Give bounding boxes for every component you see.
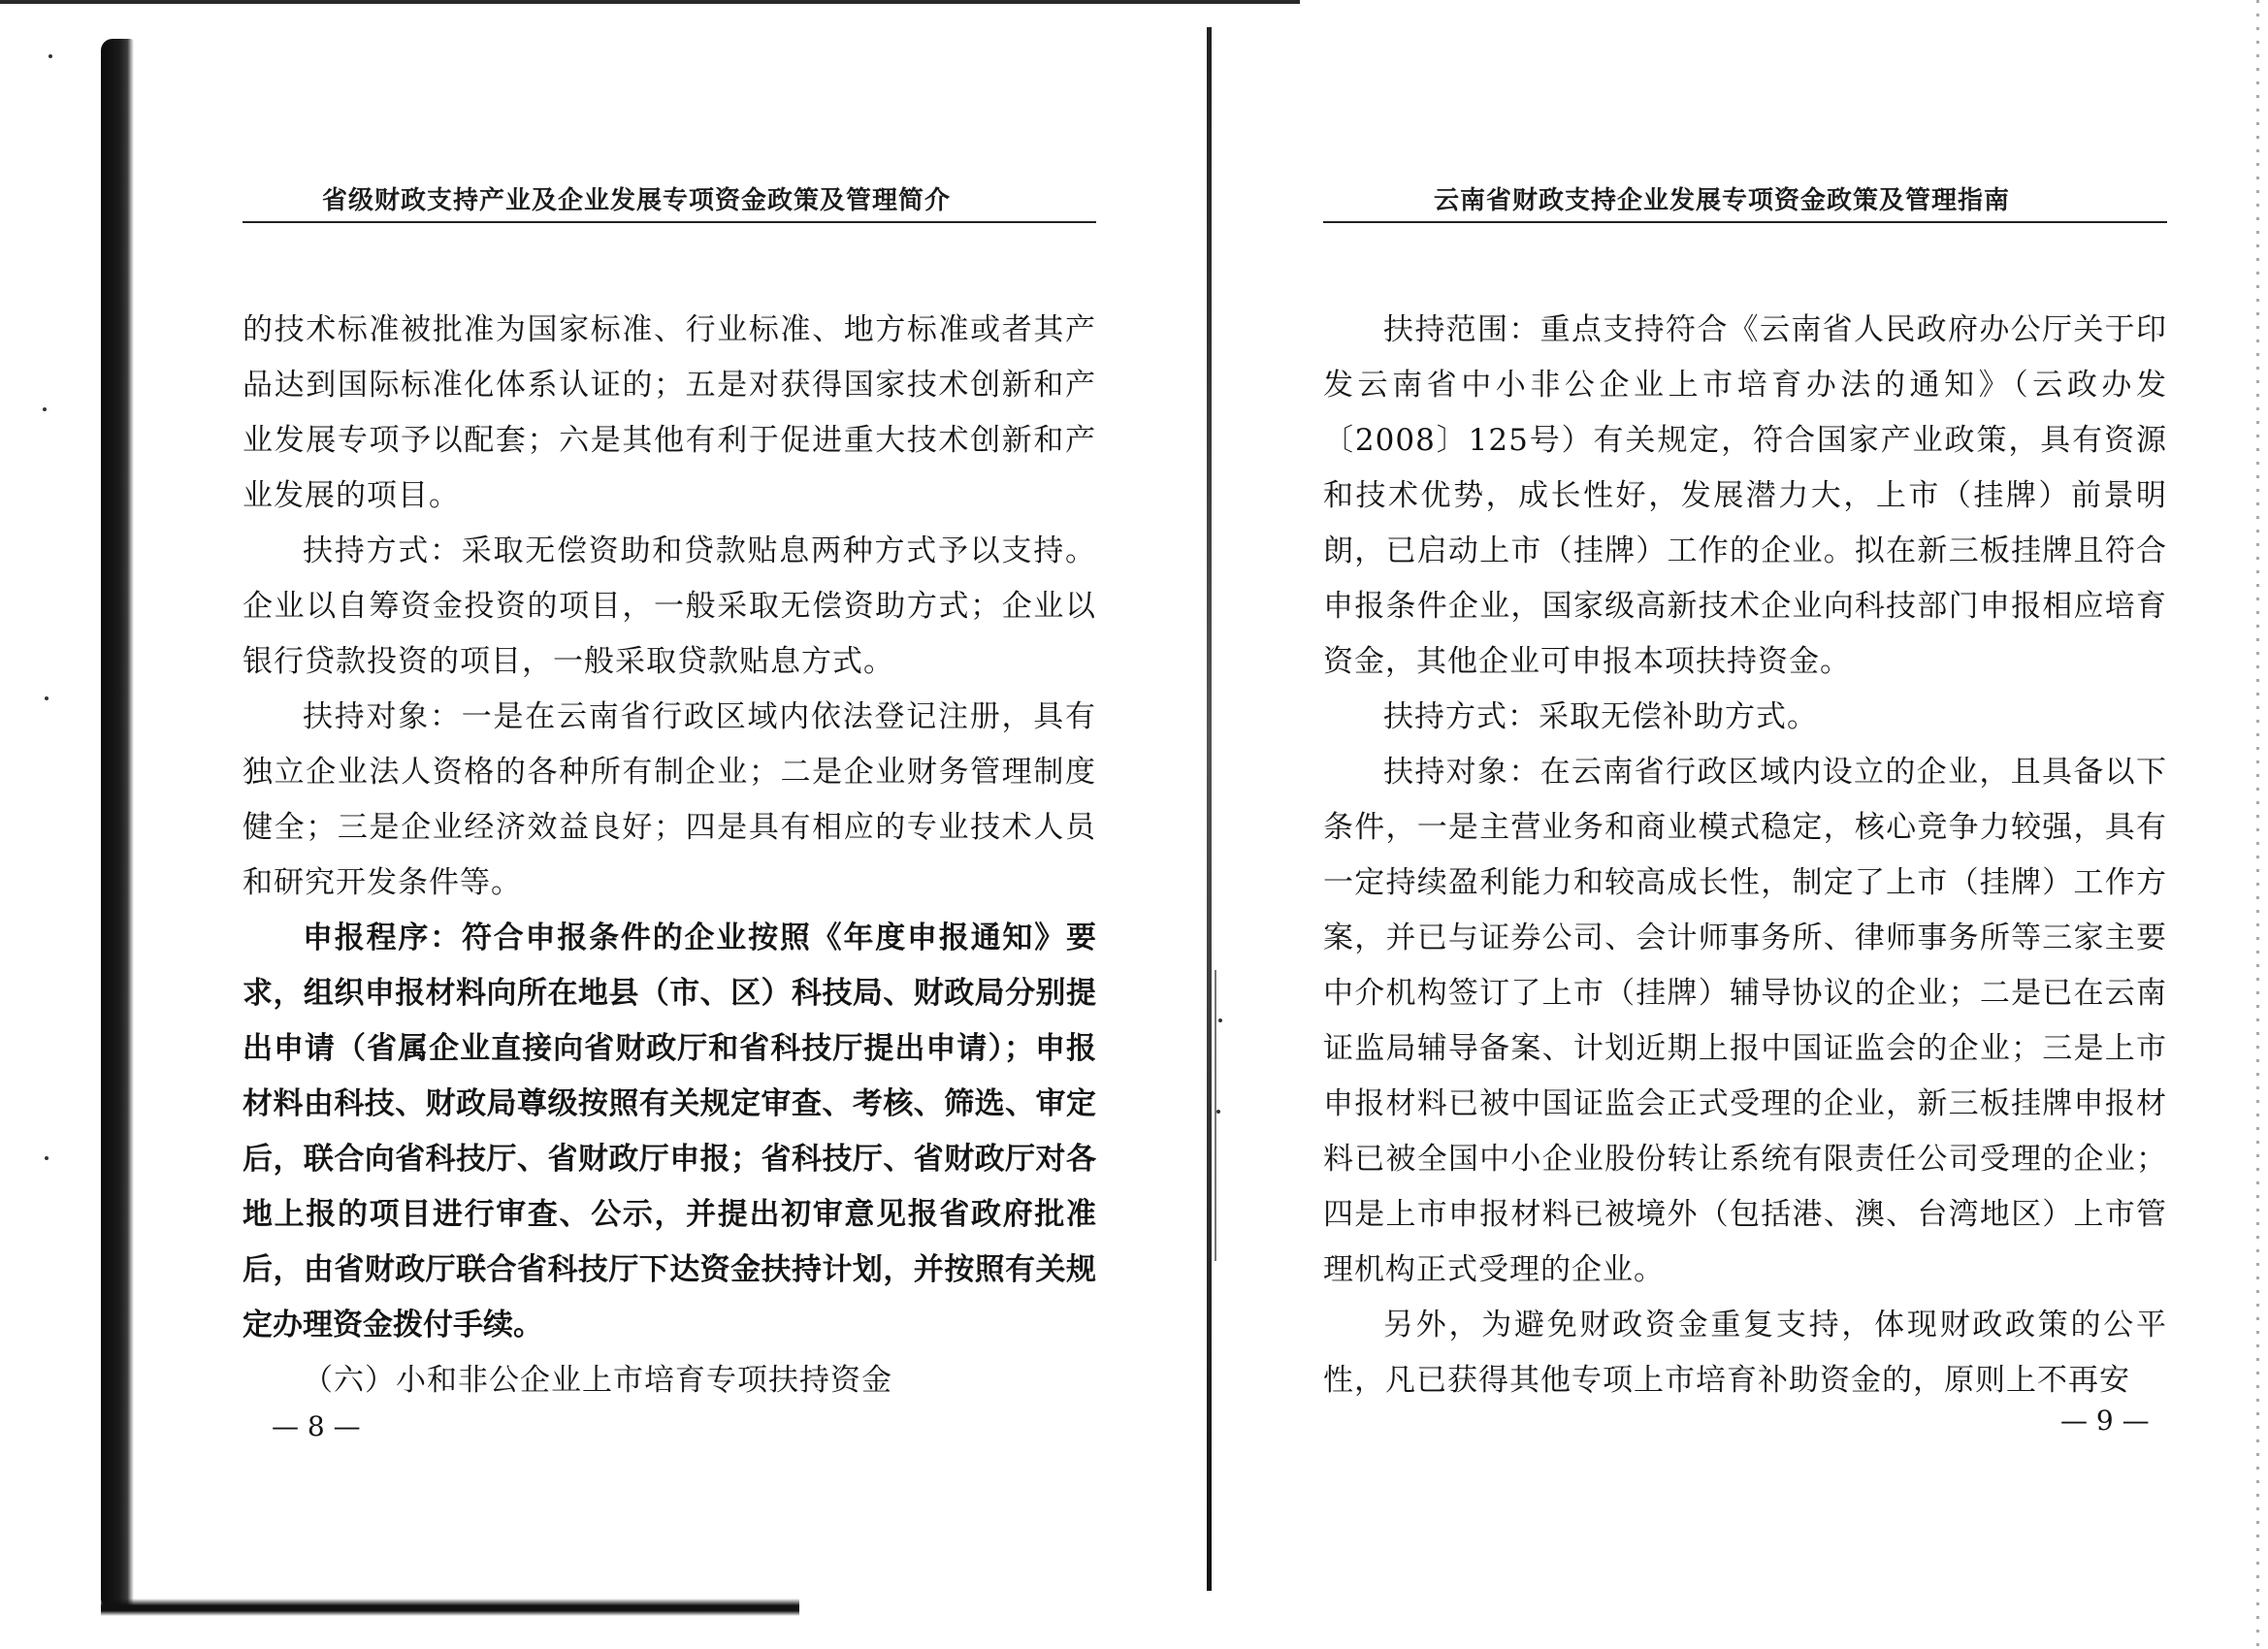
paragraph-application-procedure: 申报程序：符合申报条件的企业按照《年度申报通知》要求，组织申报材料向所在地县（市、区）科技局、财政局分别提出申请（省属企业直接向省财政厅和省科技厅提出申请）；申报材料由科技、财政局尊级按照有关规定审查、考核、筛选、审定后，联合向省科技厅、省财政厅申报；省科技厅、省财政厅对各地上报的项目进行审查、公示，并提出初审意见报省政府批准后，由省财政厅联合省科技厅下达资金扶持计划，并按照有关规定办理资金拨付手续。 bbox=[243, 921, 1096, 1342]
scan-speck bbox=[45, 696, 49, 700]
body-text bbox=[243, 303, 1096, 1408]
scan-speck bbox=[43, 407, 47, 411]
scan-speck bbox=[1218, 1018, 1222, 1022]
paragraph-support-method: 扶持方式：采取无偿补助方式。 bbox=[1383, 699, 1818, 734]
section-heading: （六）小和非公企业上市培育专项扶持资金 bbox=[303, 1363, 892, 1398]
paragraph-support-scope: 扶持范围：重点支持符合《云南省人民政府办公厅关于印发云南省中小非公企业上市培育办法的通知》（云政办发〔2008〕125号）有关规定，符合国家产业政策，具有资源和技术优势，成长性好，发展潜力大，上市（挂牌）前景明朗，已启动上市（挂牌）工作的企业。拟在新三板挂牌且符合申报条件企业，国家级高新技术企业向科技部门申报相应培育资金，其他企业可申报本项扶持资金。 bbox=[1323, 312, 2167, 679]
page-number: — 9 — bbox=[2060, 1405, 2150, 1437]
paragraph: 的技术标准被批准为国家标准、行业标准、地方标准或者其产品达到国际标准化体系认证的；五是对获得国家技术创新和产业发展专项予以配套；六是其他有利于促进重大技术创新和产业发展的项目。 bbox=[243, 312, 1096, 513]
scan-right-edge bbox=[2256, 0, 2259, 1649]
scan-speck bbox=[1216, 1110, 1220, 1114]
left-page bbox=[243, 0, 1096, 1649]
right-page bbox=[1323, 0, 2177, 1649]
page-number: — 8 — bbox=[272, 1410, 361, 1442]
scan-speck bbox=[49, 54, 52, 58]
header-rule bbox=[1323, 221, 2167, 223]
paragraph-support-target: 扶持对象：在云南省行政区域内设立的企业，且具备以下条件，一是主营业务和商业模式稳定，核心竞争力较强，具有一定持续盈利能力和较高成长性，制定了上市（挂牌）工作方案，并已与证券公司、会计师事务所、律师事务所等三家主要中介机构签订了上市（挂牌）辅导协议的企业；二是已在云南证监局辅导备案、计划近期上报中国证监会的企业；三是上市申报材料已被中国证监会正式受理的企业，新三板挂牌申报材料已被全国中小企业股份转让系统有限责任公司受理的企业；四是上市申报材料已被境外（包括港、澳、台湾地区）上市管理机构正式受理的企业。 bbox=[1323, 755, 2167, 1287]
paragraph-additional: 另外，为避免财政资金重复支持，体现财政政策的公平性，凡已获得其他专项上市培育补助资金的，原则上不再安 bbox=[1323, 1308, 2167, 1398]
header-rule bbox=[243, 221, 1096, 223]
paragraph-support-target: 扶持对象：一是在云南省行政区域内依法登记注册，具有独立企业法人资格的各种所有制企业；二是企业财务管理制度健全；三是企业经济效益良好；四是具有相应的专业技术人员和研究开发条件等。 bbox=[243, 699, 1096, 900]
running-head: 省级财政支持产业及企业发展专项资金政策及管理简介 bbox=[322, 186, 952, 215]
scan-speck bbox=[45, 1156, 49, 1160]
paragraph-support-method: 扶持方式：采取无偿资助和贷款贴息两种方式予以支持。企业以自筹资金投资的项目，一般采取无偿资助方式；企业以银行贷款投资的项目，一般采取贷款贴息方式。 bbox=[243, 534, 1096, 679]
running-head: 云南省财政支持企业发展专项资金政策及管理指南 bbox=[1434, 186, 2011, 215]
scan-binding-shadow bbox=[101, 39, 134, 1610]
book-gutter bbox=[1207, 27, 1212, 1591]
book-gutter-shade bbox=[1215, 970, 1216, 1261]
body-text bbox=[1323, 303, 2167, 1408]
